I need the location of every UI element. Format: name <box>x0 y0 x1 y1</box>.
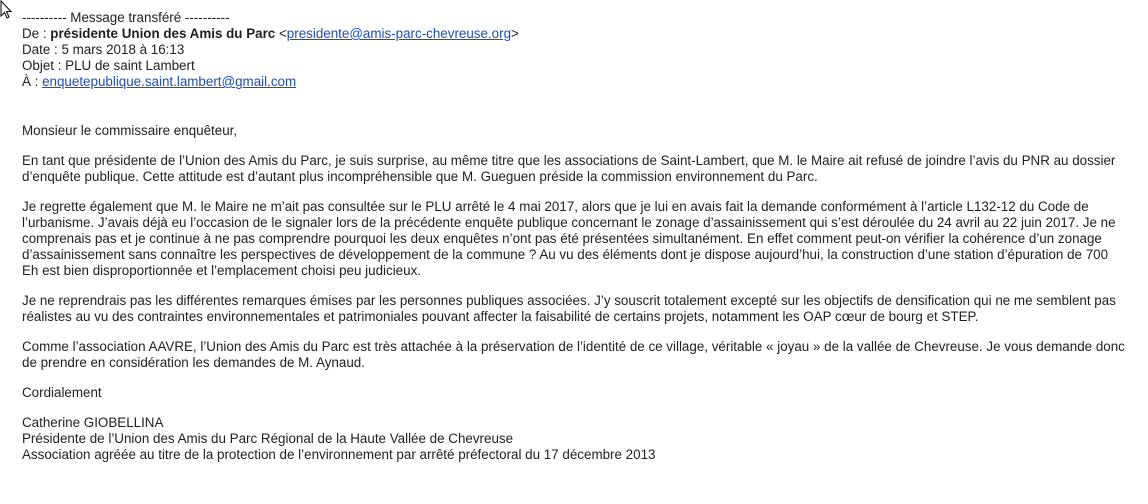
subject-value: PLU de saint Lambert <box>65 58 195 73</box>
signature-note: Association agréée au titre de la protection de l’environnement par arrêté préfectoral du 17 décembre 2013 <box>22 447 656 462</box>
date-value: 5 mars 2018 à 16:13 <box>61 42 185 57</box>
closing: Cordialement <box>22 385 102 400</box>
body-paragraph: Je ne reprendrais pas les différentes remarques émises par les personnes publiques associées. J’y souscrit totalement excepté sur les objectifs de densification qui ne me semblent pas réalistes au vu des contraintes environnementales et patrimoniales pouvant affecter la faisabilité de certains projets, notamment les OAP cœur de bourg et STEP. <box>22 293 1116 324</box>
to-label: À : <box>22 74 43 89</box>
sender-email-link[interactable]: presidente@amis-parc-chevreuse.org <box>286 26 512 41</box>
body-paragraph: En tant que présidente de l’Union des Amis du Parc, je suis surprise, au même titre que les associations de Saint-Lambert, que M. le Maire ait refusé de joindre l’avis du PNR au dossier d’enquête publique. Cette attitude est d’autant plus incompréhensible que M. Gueguen préside la commission environnement du Parc. <box>22 153 1116 184</box>
from-label: De : <box>22 26 51 41</box>
email-body <box>22 123 1127 463</box>
greeting: Monsieur le commissaire enquêteur, <box>22 123 238 138</box>
sender-name: présidente Union des Amis du Parc <box>50 26 276 41</box>
subject-line <box>22 58 519 74</box>
body-paragraph: Je regrette également que M. le Maire ne m’ait pas consultée sur le PLU arrêté le 4 mai 2017, alors que je lui en avais fait la demande conformément à l’article L132-12 du Code de l’urbanisme. J’avais déjà eu l’occasion de le signaler lors de la précédente enquête publique concernant le zonage d’assainissement qui s’est déroulée du 24 avril au 22 juin 2017. Je ne comprenais pas et je continue à ne pas comprendre pourquoi les deux enquêtes n’ont pas été présentées simultanément. En effet comment peut-on vérifier la cohérence d’un zonage d’assainissement sans connaître les perspectives de développement de la commune ? Au vu des éléments dont je dispose aujourd’hui, la construction d’une station d’épuration de 700 Eh est bien disproportionnée et l’emplacement choisi peu judicieux. <box>22 199 1116 278</box>
date-label: Date : <box>22 42 62 57</box>
date-line <box>22 42 519 58</box>
email-header <box>22 10 519 90</box>
signature-block <box>22 415 1127 463</box>
to-line <box>22 74 519 90</box>
recipient-email-link[interactable]: enquetepublique.saint.lambert@gmail.com <box>42 74 297 89</box>
forwarded-marker: ---------- Message transféré ---------- <box>22 10 230 25</box>
body-paragraph: Comme l’association AAVRE, l’Union des Amis du Parc est très attachée à la préservation de l’identité de ce village, véritable « joyau » de la vallée de Chevreuse. Je vous demande donc de prendre en considération les demandes de M. Aynaud. <box>22 339 1125 370</box>
subject-label: Objet : <box>22 58 66 73</box>
mouse-cursor-icon <box>0 0 14 20</box>
from-line: De : présidente Union des Amis du Parc <presidente@amis-parc-chevreuse.org> <box>22 26 519 41</box>
signature-title: Présidente de l’Union des Amis du Parc Régional de la Haute Vallée de Chevreuse <box>22 431 514 446</box>
signature-name: Catherine GIOBELLINA <box>22 415 164 430</box>
